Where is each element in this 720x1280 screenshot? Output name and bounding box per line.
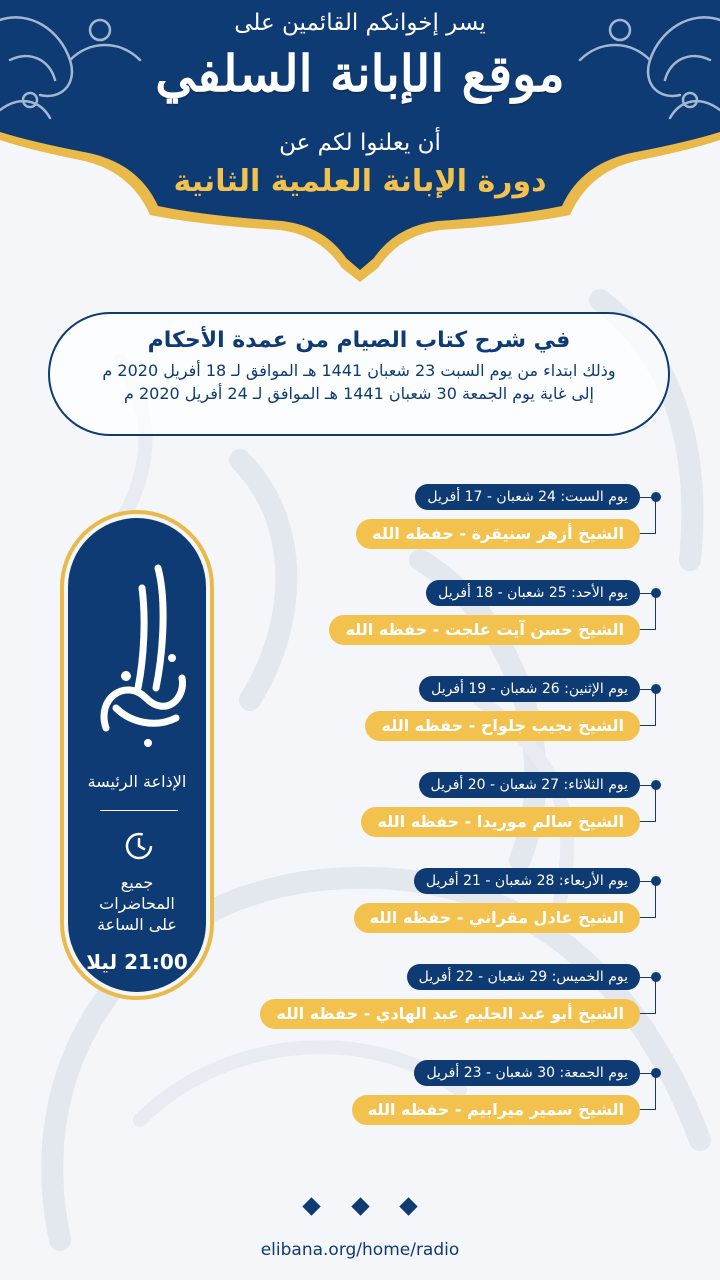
timeline-connector [638,977,656,1014]
schedule-date-pill: يوم الأحد: 25 شعبان - 18 أفريل [426,580,640,606]
timeline-connector [638,1073,656,1110]
schedule-speaker-pill: الشيخ عادل مقراني - حفظه الله [354,903,640,933]
course-end-date: إلى غاية يوم الجمعة 30 شعبان 1441 هـ الموافق لـ 24 أفريل 2020 م [124,384,594,403]
timeline-dot [651,684,661,694]
timeline-dot [651,588,661,598]
header-intro-text: يسر إخوانكم القائمين على [234,10,486,36]
schedule-speaker-pill: الشيخ حسن آيت علجت - حفظه الله [329,615,640,645]
timeline-dot [651,1068,661,1078]
broadcast-info-panel-inner [68,518,206,992]
diamond-icon [303,1197,321,1215]
footer-url-link[interactable]: elibana.org/home/radio [260,1240,460,1260]
schedule-speaker-pill: الشيخ نجيب جلواح - حفظه الله [365,711,640,741]
main-radio-label: الإذاعة الرئيسة [87,772,187,791]
timeline-connector [638,881,656,918]
timeline-connector [638,785,656,822]
schedule-date-pill: يوم الثلاثاء: 27 شعبان - 20 أفريل [419,772,641,798]
broadcast-info-panel [60,510,214,1000]
timeline-dot [651,972,661,982]
course-subject-title: في شرح كتاب الصيام من عمدة الأحكام [147,328,571,353]
schedule-speaker-pill: الشيخ سمير ميرابيم - حفظه الله [352,1095,640,1125]
lectures-caption-line1: جميع [120,873,154,892]
schedule-date-pill: يوم السبت: 24 شعبان - 17 أفريل [415,484,640,510]
header-banner [0,0,720,290]
timeline-connector [638,497,656,534]
schedule-date-pill: يوم الأربعاء: 28 شعبان - 21 أفريل [414,868,640,894]
lectures-time-caption [68,872,206,935]
timeline-connector [638,593,656,630]
schedule-speaker-pill: الشيخ أزهر سنيقرة - حفظه الله [356,519,640,549]
timeline-dot [651,876,661,886]
schedule-date-pill: يوم الإثنين: 26 شعبان - 19 أفريل [419,676,640,702]
course-title: دورة الإبانة العلمية الثانية [173,164,547,199]
elibana-calligraphy-logo-icon [86,558,196,758]
clock-icon [123,830,155,862]
lectures-caption-line2: المحاضرات [99,894,175,913]
schedule-speaker-pill: الشيخ سالم موريدا - حفظه الله [361,807,640,837]
schedule-date-pill: يوم الخميس: 29 شعبان - 22 أفريل [407,964,640,990]
lectures-caption-line3: على الساعة [97,915,177,934]
diamond-icon [399,1197,417,1215]
footer-diamonds [0,1198,720,1217]
timeline-dot [651,780,661,790]
schedule-date-pill: يوم الجمعة: 30 شعبان - 23 أفريل [414,1060,640,1086]
schedule-speaker-pill: الشيخ أبو عبد الحليم عبد الهادي - حفظه الله [260,999,640,1029]
timeline-connector [638,689,656,726]
course-start-date: وذلك ابتداء من يوم السبت 23 شعبان 1441 هـ الموافق لـ 18 أفريل 2020 م [102,361,616,380]
panel-divider [100,810,178,811]
diamond-icon [351,1197,369,1215]
timeline-dot [651,492,661,502]
header-announce-text: أن يعلنوا لكم عن [279,130,441,156]
course-info-box [48,312,670,436]
lecture-time: 21:00 ليلا [86,950,188,974]
site-logo-text: موقع الإبانة السلفي [155,44,565,103]
